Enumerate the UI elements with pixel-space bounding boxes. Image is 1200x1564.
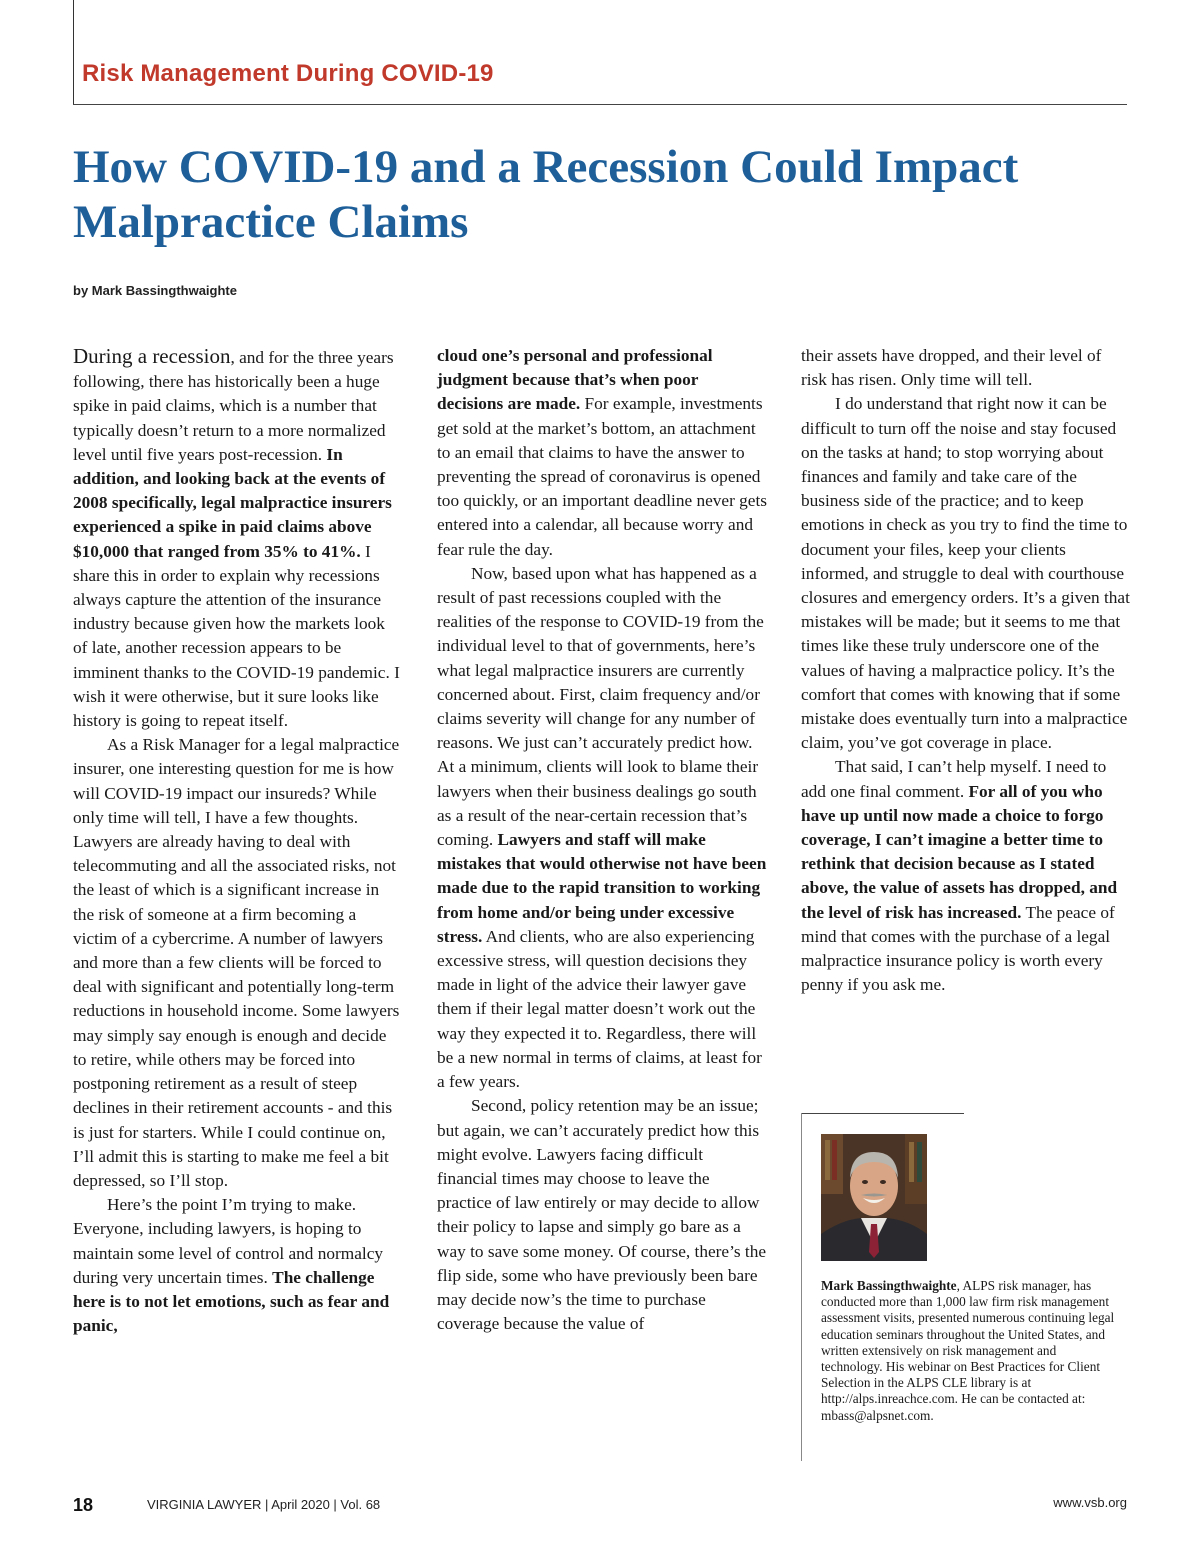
lead-in: During a recession bbox=[73, 344, 231, 368]
paragraph bbox=[437, 562, 767, 1094]
author-bio bbox=[821, 1278, 1121, 1424]
author-photo bbox=[821, 1134, 927, 1261]
paragraph bbox=[437, 344, 767, 562]
bold-run: The challenge here is to not let emotions, such as fear and panic, bbox=[73, 1267, 390, 1336]
header-horizontal-rule bbox=[73, 104, 1127, 105]
author-portrait-icon bbox=[821, 1134, 927, 1261]
paragraph: Second, policy retention may be an issue; but again, we can’t accurately predict how this might evolve. Lawyers facing difficult financial times may choose to leave the practice of law entirely or may decide to allow their policy to lapse and simply go bare as a way to save some money. Of course, there’s the flip side, some who have previously been bare may decide now’s the time to purchase coverage because the value of bbox=[437, 1096, 767, 1334]
bold-run: cloud one’s personal and professional judgment because that’s when poor decisions are made. bbox=[437, 346, 713, 414]
paragraph bbox=[801, 755, 1131, 997]
page-number: 18 bbox=[73, 1495, 94, 1515]
column-1 bbox=[73, 344, 403, 1338]
header-vertical-rule bbox=[73, 0, 74, 104]
bio-text: , ALPS risk manager, has conducted more than 1,000 law firm risk management assessment visits, presented numerous continuing legal education seminars throughout the United States, and written extensively on risk management and technology. His webinar on Best Practices for Client Selection in the ALPS CLE library is at http://alps.inreachce.com. He can be contacted at: mbass@alpsnet.com. bbox=[821, 1278, 1115, 1423]
footer-url[interactable]: www.vsb.org bbox=[1053, 1495, 1127, 1510]
text-run: The peace of mind that comes with the purchase of a legal malpractice insurance policy is worth every penny if you ask me. bbox=[801, 902, 1115, 995]
paragraph bbox=[73, 344, 403, 733]
text-run: Here’s the point I’m trying to make. Everyone, including lawyers, is hoping to maintain some level of control and normalcy during very uncertain times. bbox=[73, 1195, 384, 1287]
bio-side-rule bbox=[801, 1113, 802, 1461]
paragraph: their assets have dropped, and their level of risk has risen. Only time will tell. bbox=[801, 346, 1102, 390]
column-3 bbox=[801, 344, 1131, 997]
text-run: Now, based upon what has happened as a result of past recessions coupled with the realities of the response to COVID-19 from the individual level to that of governments, here’s what legal malpractice insurers are currently concerned about. First, claim frequency and/or claims severity will change for any number of reasons. We just can’t accurately predict how. At a minimum, clients will look to blame their lawyers when their business dealings go south as a result of the near-certain recession that’s coming. bbox=[437, 563, 764, 850]
paragraph: I do understand that right now it can be difficult to turn off the noise and stay focused on the tasks at hand; to stop worrying about finances and family and take care of the business side of the practice; and to keep emotions in check as you try to find the time to document your files, keep your clients informed, and struggle to deal with courthouse closures and emergency orders. It’s a given that mistakes will be made; but it seems to me that times like these truly underscore one of the values of having a malpractice policy. It’s the comfort that comes with knowing that if some mistake does eventually turn into a malpractice claim, you’ve got coverage in place. bbox=[801, 394, 1130, 753]
column-2 bbox=[437, 344, 767, 1336]
byline: by Mark Bassingthwaighte bbox=[73, 283, 237, 298]
bold-run: Lawyers and staff will make mistakes that would otherwise not have been made due to the rapid transition to working from home and/or being under excessive stress. bbox=[437, 830, 767, 946]
text-run: I share this in order to explain why recessions always capture the attention of the insurance industry because given how the markets look of late, another recession appears to be imminent thanks to the COVID-19 pandemic. I wish it were otherwise, but it sure looks like history is going to repeat itself. bbox=[73, 541, 400, 731]
text-run: , and for the three years following, there has historically been a huge spike in paid claims, which is a number that typically doesn’t return to a more normalized level until five years post-recession. bbox=[73, 348, 394, 464]
paragraph: As a Risk Manager for a legal malpractice insurer, one interesting question for me is how will COVID-19 impact our insureds? While only time will tell, I have a few thoughts. Lawyers are already having to deal with telecommuting and all the associated risks, not the least of which is a significant increase in the risk of someone at a firm becoming a victim of a cybercrime. A number of lawyers and more than a few clients will be forced to deal with significant and potentially long-term reductions in household income. Some lawyers may simply say enough is enough and decide to retire, while others may be forced into postponing retirement as a result of steep declines in their retirement accounts - and this is just for starters. While I could continue on, I’ll admit this is starting to make me feel a bit depressed, so I’ll stop. bbox=[73, 735, 400, 1190]
text-run: For example, investments get sold at the market’s bottom, an attachment to an email that claims to have the answer to preventing the spread of coronavirus is opened too quickly, or an important deadline never gets entered into a calendar, all because worry and fear rule the day. bbox=[437, 394, 768, 559]
article-headline: How COVID-19 and a Recession Could Impact Malpractice Claims bbox=[73, 141, 1019, 248]
section-label: Risk Management During COVID-19 bbox=[82, 60, 494, 87]
bio-name: Mark Bassingthwaighte bbox=[821, 1278, 957, 1293]
text-run: And clients, who are also experiencing excessive stress, will question decisions they made in light of the advice their lawyer gave them if their legal matter doesn’t work out the way they expected it to. Regardless, there will be a new normal in terms of claims, at least for a few years. bbox=[437, 926, 762, 1092]
bold-run: In addition, and looking back at the events of 2008 specifically, legal malpractice insurers experienced a spike in paid claims above $10,000 that ranged from 35% to 41%. bbox=[73, 444, 392, 561]
paragraph bbox=[73, 1193, 403, 1338]
bio-top-rule bbox=[801, 1113, 964, 1114]
bold-run: For all of you who have up until now made a choice to forgo coverage, I can’t imagine a better time to rethink that decision because as I stated above, the value of assets has dropped, and the level of risk has increased. bbox=[801, 781, 1118, 922]
text-run: That said, I can’t help myself. I need to add one final comment. bbox=[801, 757, 1107, 801]
publication-info: VIRGINIA LAWYER | April 2020 | Vol. 68 bbox=[147, 1497, 381, 1512]
